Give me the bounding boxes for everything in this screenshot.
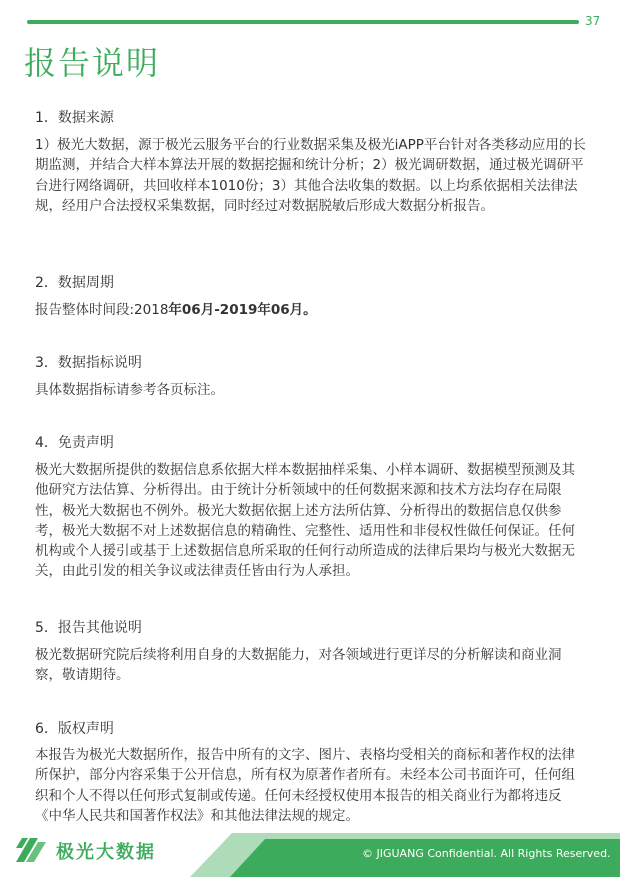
section-heading-other: 5．报告其他说明 xyxy=(35,620,142,636)
section-body-data-source: 1）极光大数据，源于极光云服务平台的行业数据采集及极光iAPP平台针对各类移动应用的长期监测，并结合大样本算法开展的数据挖掘和统计分析；2）极光调研数据，通过极光调研平台进行网络调研，共回收样本1010份；3）其他合法收集的数据。以上均系依据相关法律法规，经用户合法授权采集数据，同时经过对数据脱敏后形成大数据分析报告。 xyxy=(35,137,586,214)
section-heading-data-source: 1．数据来源 xyxy=(35,110,114,126)
section-body-copyright: 本报告为极光大数据所作，报告中所有的文字、图片、表格均受相关的商标和著作权的法律所保护，部分内容采集于公开信息，所有权为原著作者所有。未经本公司书面许可，任何组织和个人不得以任何形式复制或传递。任何未经授权使用本报告的相关商业行为都将违反《中华人民共和国著作权法》和其他法律法规的规定。 xyxy=(35,747,575,824)
period-prefix: 报告整体时间段:2018 xyxy=(35,302,169,318)
section-heading-metrics: 3．数据指标说明 xyxy=(35,355,142,371)
section-body-metrics: 具体数据指标请参考各页标注。 xyxy=(35,382,224,398)
page-title: 报告说明 xyxy=(24,44,161,82)
top-rule xyxy=(27,20,579,24)
page-number: 37 xyxy=(585,14,601,28)
section-body-disclaimer: 极光大数据所提供的数据信息系依据大样本数据抽样采集、小样本调研、数据模型预测及其他研究方法估算、分析得出。由于统计分析领域中的任何数据来源和技术方法均存在局限性，极光大数据也不例外。极光大数据依据上述方法所估算、分析得出的数据信息仅供参考，极光大数据不对上述数据信息的精确性、完整性、适用性和非侵权性做任何保证。任何机构或个人援引或基于上述数据信息所采取的任何行动所造成的法律后果均与极光大数据无关，由此引发的相关争议或法律责任皆由行为人承担。 xyxy=(35,462,575,580)
section-heading-disclaimer: 4．免责声明 xyxy=(35,435,114,451)
copyright-notice: © JIGUANG Confidential. All Rights Reserved. xyxy=(362,847,611,860)
period-range: 年06月-2019年06月。 xyxy=(168,302,317,318)
section-body-data-period xyxy=(35,300,587,320)
section-body-other: 极光数据研究院后续将利用自身的大数据能力，对各领域进行更详尽的分析解读和商业洞察，敬请期待。 xyxy=(35,647,562,684)
section-heading-copyright: 6．版权声明 xyxy=(35,721,114,737)
jiguang-logo-icon xyxy=(14,836,48,864)
section-heading-data-period: 2．数据周期 xyxy=(35,275,114,291)
logo-text: 极光大数据 xyxy=(56,842,156,863)
